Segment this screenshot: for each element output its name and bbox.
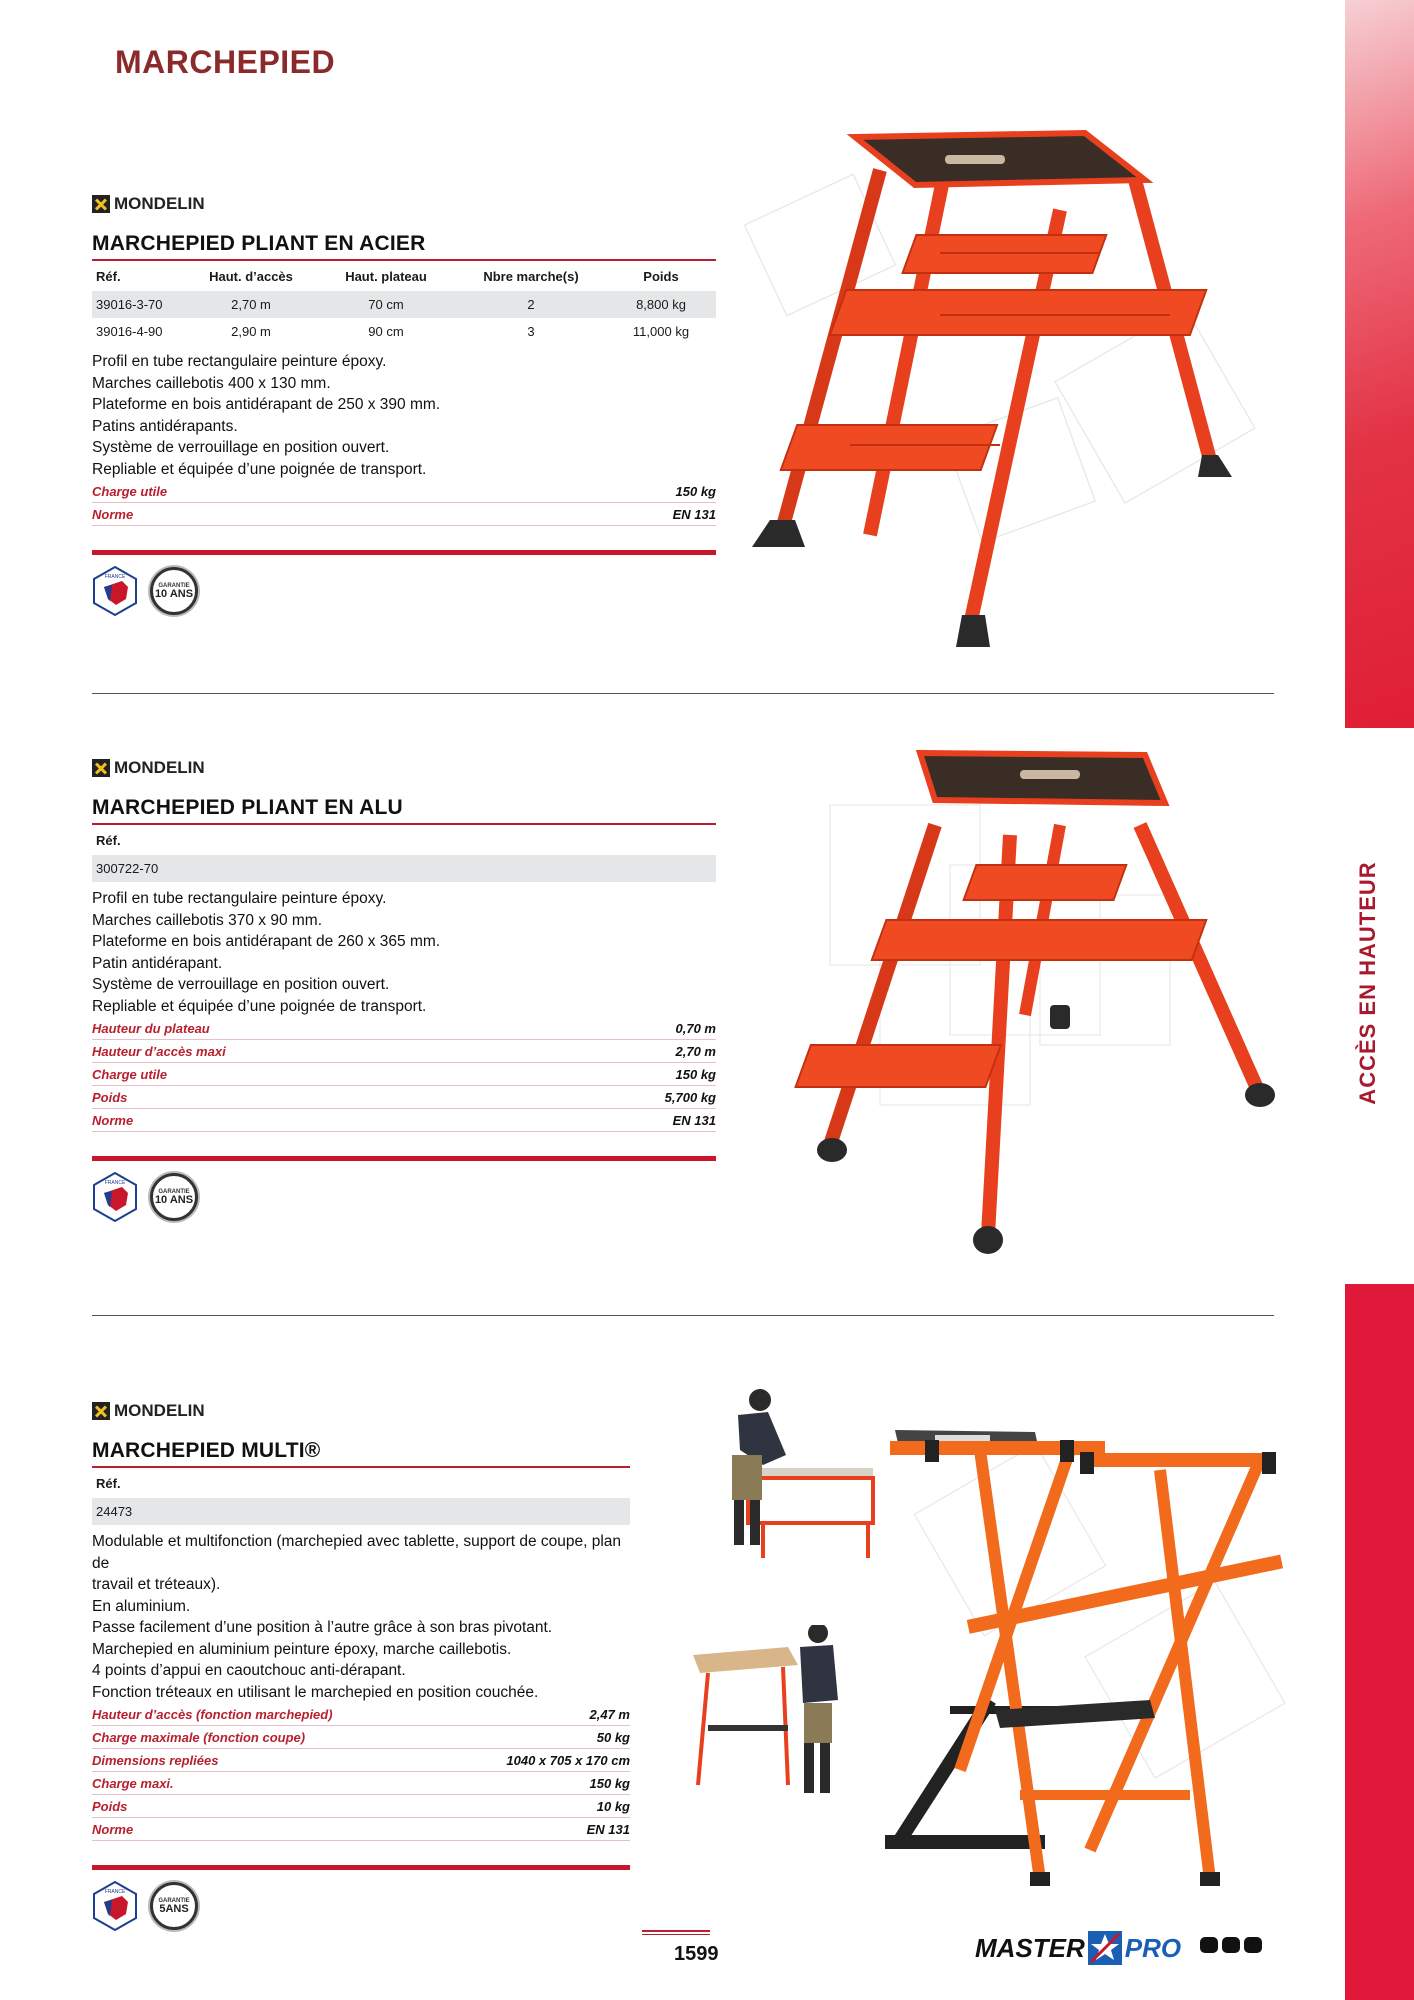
france-badge-text: FRANCE (104, 574, 126, 580)
table-cell: 39016-4-90 (96, 324, 163, 339)
spec-row (92, 1772, 630, 1795)
description-line: Repliable et équipée d’une poignée de transport. (92, 997, 427, 1015)
spec-value: 150 kg (675, 483, 716, 499)
section-rule (92, 1156, 716, 1161)
spec-row (92, 480, 716, 503)
guarantee-label: GARANTIE (158, 1188, 190, 1195)
col-header: Nbre marche(s) (483, 268, 579, 284)
dot-shape (1222, 1937, 1240, 1953)
spec-row (92, 1017, 716, 1040)
usage-photo-workbench (688, 1625, 863, 1810)
spec-label: Charge maxi. (92, 1775, 174, 1791)
badges (92, 1880, 630, 1932)
description-line: Marches caillebotis 400 x 130 mm. (92, 374, 331, 392)
mondelin-logo-icon (92, 195, 110, 213)
badges (92, 565, 716, 617)
description-line: Modulable et multifonction (marchepied avec tablette, support de coupe, plan de (92, 1533, 622, 1572)
guarantee-label: GARANTIE (158, 1897, 190, 1904)
brand-name: MONDELIN (114, 1401, 205, 1420)
table-header (92, 1468, 630, 1498)
spec-row (92, 1818, 630, 1841)
guarantee-badge (150, 567, 198, 615)
spec-row (92, 1726, 630, 1749)
spec-label: Norme (92, 1112, 134, 1128)
table-row (92, 1498, 630, 1525)
product-multi (92, 1401, 630, 1932)
guarantee-years: 10 ANS (154, 1193, 194, 1206)
table-cell: 2,90 m (231, 324, 271, 339)
description-line: En aluminium. (92, 1597, 191, 1615)
dot-shape (1200, 1937, 1218, 1953)
spec-list (92, 1703, 630, 1841)
reference-table (92, 1468, 630, 1525)
guarantee-label: GARANTIE (158, 582, 190, 589)
brand-logo (92, 194, 716, 214)
logo-master-text: MASTER (975, 1932, 1085, 1963)
product-title: MARCHEPIED PLIANT EN ALU (92, 796, 403, 819)
spec-row (92, 1795, 630, 1818)
spec-label: Hauteur d’accès (fonction marchepied) (92, 1706, 333, 1722)
spec-label: Hauteur du plateau (92, 1020, 210, 1036)
page-title: MARCHEPIED (115, 44, 336, 80)
product-alu (92, 758, 716, 1223)
badges (92, 1171, 716, 1223)
spec-value: 1040 x 705 x 170 cm (506, 1752, 630, 1768)
table-row (92, 318, 716, 345)
table-header (92, 825, 716, 855)
description-line: Système de verrouillage en position ouvert. (92, 976, 390, 993)
product-image-acier (740, 115, 1280, 670)
col-header: Haut. plateau (345, 268, 427, 284)
description-line: Repliable et équipée d’une poignée de transport. (92, 460, 427, 478)
mondelin-logo-icon (92, 759, 110, 777)
table-row (92, 291, 716, 318)
side-decoration-bottom (1345, 1284, 1414, 2000)
spec-value: EN 131 (586, 1821, 630, 1837)
spec-row (92, 503, 716, 526)
description-line: travail et tréteaux). (92, 1576, 221, 1593)
col-header: Réf. (96, 1475, 121, 1491)
made-in-france-badge (92, 1880, 138, 1932)
page-number-rule (642, 1930, 710, 1932)
spec-value: 5,700 kg (664, 1089, 716, 1105)
section-rule (92, 1865, 630, 1870)
description-line: Profil en tube rectangulaire peinture époxy. (92, 353, 387, 370)
guarantee-badge (150, 1173, 198, 1221)
guarantee-badge (150, 1882, 198, 1930)
spec-value: 10 kg (596, 1798, 630, 1814)
spec-label: Charge utile (92, 483, 168, 499)
spec-label: Norme (92, 506, 134, 522)
spec-label: Hauteur d’accès maxi (92, 1043, 226, 1059)
col-header: Poids (643, 268, 679, 284)
reference-table (92, 825, 716, 882)
product-image-alu (770, 745, 1290, 1275)
spec-value: 150 kg (675, 1066, 716, 1082)
product-description (92, 1531, 630, 1703)
product-image-multi (880, 1410, 1290, 1900)
product-title: MARCHEPIED PLIANT EN ACIER (92, 232, 426, 255)
spec-label: Poids (92, 1798, 128, 1814)
product-description (92, 351, 716, 480)
spec-row (92, 1749, 630, 1772)
table-cell: 24473 (92, 1498, 630, 1525)
spec-row (92, 1086, 716, 1109)
spec-value: EN 131 (672, 1112, 716, 1128)
spec-value: EN 131 (672, 506, 716, 522)
side-decoration-top (1345, 0, 1414, 728)
spec-row (92, 1703, 630, 1726)
spec-label: Dimensions repliées (92, 1752, 219, 1768)
description-line: Marches caillebotis 370 x 90 mm. (92, 911, 323, 929)
spec-value: 2,70 m (675, 1043, 716, 1059)
made-in-france-badge (92, 565, 138, 617)
table-cell: 300722-70 (92, 855, 716, 882)
france-badge-text: FRANCE (104, 1889, 126, 1895)
table-cell: 11,000 kg (632, 324, 690, 339)
page-number: 1599 (674, 1943, 719, 1965)
product-acier (92, 194, 716, 617)
table-cell: 2 (456, 291, 606, 318)
france-badge-text: FRANCE (104, 1180, 126, 1186)
spec-list (92, 1017, 716, 1132)
spec-row (92, 1063, 716, 1086)
spec-value: 150 kg (589, 1775, 630, 1791)
description-line: 4 points d’appui en caoutchouc anti-dérapant. (92, 1662, 406, 1679)
col-header: Réf. (96, 832, 121, 848)
spec-value: 50 kg (596, 1729, 630, 1745)
spec-label: Norme (92, 1821, 134, 1837)
col-header: Haut. d’accès (209, 268, 293, 284)
spec-row (92, 1040, 716, 1063)
logo-pro-text: PRO (1124, 1932, 1182, 1963)
brand-logo (92, 1401, 630, 1421)
table-row (92, 855, 716, 882)
table-cell: 90 cm (368, 324, 404, 339)
description-line: Plateforme en bois antidérapant de 250 x 390 mm. (92, 396, 441, 413)
star-logo-icon (1085, 1928, 1125, 1968)
table-cell: 8,800 kg (606, 291, 716, 318)
spec-label: Charge utile (92, 1066, 168, 1082)
dot-shape (1244, 1937, 1262, 1953)
spec-value: 0,70 m (675, 1020, 716, 1036)
spec-label: Charge maximale (fonction coupe) (92, 1729, 306, 1745)
product-description (92, 888, 716, 1017)
description-line: Profil en tube rectangulaire peinture époxy. (92, 890, 387, 907)
description-line: Plateforme en bois antidérapant de 260 x 365 mm. (92, 933, 441, 950)
table-cell: 39016-3-70 (92, 291, 186, 318)
brand-name: MONDELIN (114, 194, 205, 213)
table-header (92, 261, 716, 291)
usage-photo-cutting (668, 1380, 883, 1565)
guarantee-years: 5ANS (159, 1902, 189, 1915)
section-divider (92, 693, 1274, 694)
description-line: Passe facilement d’une position à l’autre grâce à son bras pivotant. (92, 1619, 553, 1636)
brand-name: MONDELIN (114, 758, 205, 777)
description-line: Système de verrouillage en position ouvert. (92, 439, 390, 456)
mondelin-logo-icon (92, 1402, 110, 1420)
brand-logo (92, 758, 716, 778)
reference-table (92, 261, 716, 345)
table-cell: 3 (527, 324, 535, 339)
side-section-label: ACCÈS EN HAUTEUR (1355, 861, 1380, 1105)
spec-row (92, 1109, 716, 1132)
spec-list (92, 480, 716, 526)
col-header: Réf. (96, 268, 121, 284)
spec-value: 2,47 m (589, 1706, 630, 1722)
made-in-france-badge (92, 1171, 138, 1223)
product-title: MARCHEPIED MULTI® (92, 1439, 321, 1462)
masterpro-logo (975, 1928, 1181, 1968)
description-line: Patins antidérapants. (92, 417, 238, 435)
description-line: Marchepied en aluminium peinture époxy, marche caillebotis. (92, 1640, 512, 1658)
description-line: Patin antidérapant. (92, 954, 223, 972)
section-rule (92, 550, 716, 555)
table-cell: 70 cm (316, 291, 456, 318)
table-cell: 2,70 m (186, 291, 316, 318)
description-line: Fonction tréteaux en utilisant le marchepied en position couchée. (92, 1683, 539, 1701)
guarantee-years: 10 ANS (154, 587, 194, 600)
spec-label: Poids (92, 1089, 128, 1105)
page-number-rule (642, 1934, 710, 1935)
decorative-dots (1200, 1937, 1262, 1953)
section-divider (92, 1315, 1274, 1316)
